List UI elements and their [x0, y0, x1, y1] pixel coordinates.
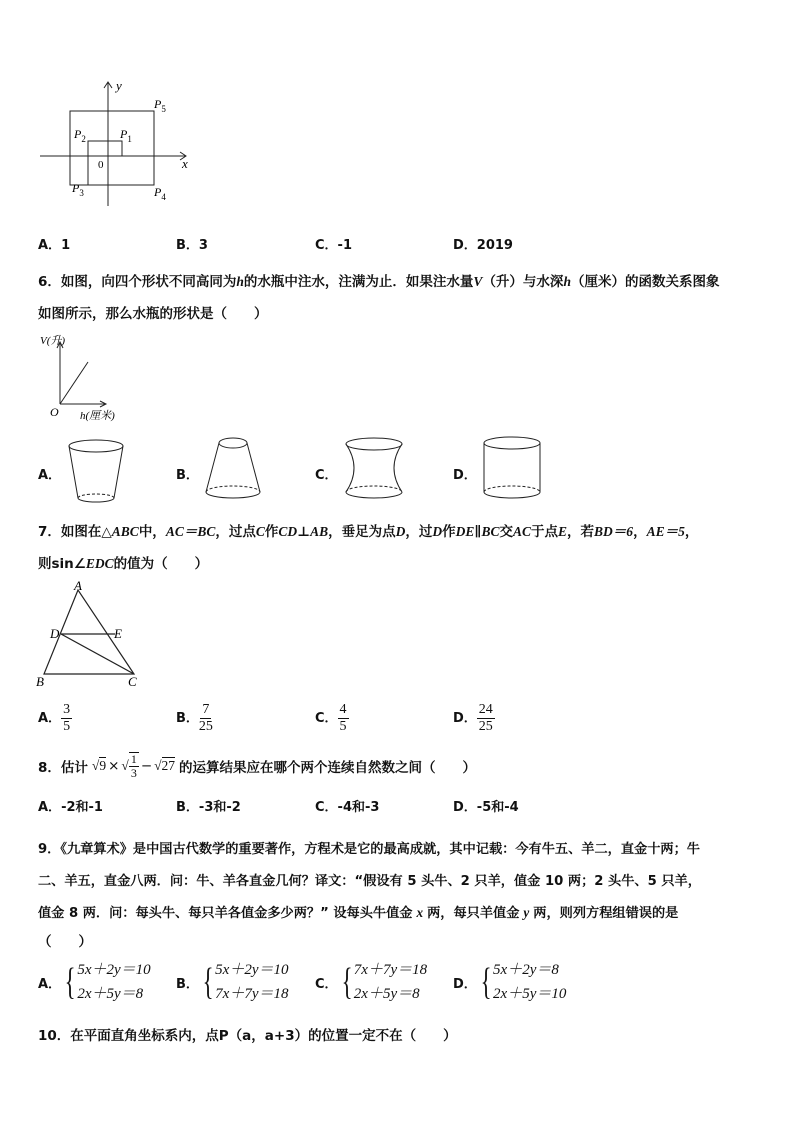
option-text: 3 [198, 238, 208, 253]
equation-system: { 5x＋2y＝10 7x＋7y＝18 [202, 961, 289, 1003]
q5-option-d[interactable] [453, 234, 513, 253]
sqrt-9: √9 [91, 758, 107, 773]
bottle-b-icon [200, 434, 268, 508]
fraction: $\frac{3}{5}$ [63, 702, 71, 734]
vertex-b: B [36, 674, 44, 689]
origin-label: 0 [98, 159, 104, 171]
vertex-a: A [74, 580, 82, 593]
q9-stem-line2: 二、羊五，直金八两．问：牛、羊各直金几何？译文：“假设有 5 头牛、2 只羊，值金 10 两；2 头牛、5 只羊， [38, 874, 701, 889]
q6-option-c[interactable]: C． [315, 468, 338, 483]
option-key: B． [176, 238, 199, 253]
axis-y-label: y [116, 78, 122, 93]
q6-option-d[interactable]: D． [453, 468, 477, 483]
q6-stem-line2: 如图所示，那么水瓶的形状是（ ） [38, 306, 268, 322]
q8-option-b[interactable] [176, 796, 241, 815]
option-key: A． [38, 976, 62, 992]
p2-label: $P_2$ [74, 127, 86, 144]
q7-stem-line1: 7．如图在△ABC中，AC＝BC，过点C作CD⊥AB，垂足为点D，过D作DE∥BC交AC于点E，若BD＝6，AE＝5， [38, 524, 699, 540]
p5-label: $P_5$ [154, 97, 166, 114]
option-key: B． [176, 800, 199, 815]
origin-label: O [50, 405, 59, 419]
option-key: C． [315, 238, 338, 253]
fraction: $\frac{24}{25}$ [478, 702, 493, 734]
q6-option-b[interactable]: B． [176, 468, 199, 483]
q9-stem-line4: （ ） [38, 934, 92, 950]
sqrt-27: √27 [154, 758, 176, 773]
q7-option-c[interactable] [315, 702, 349, 735]
option-text: 1 [61, 238, 71, 253]
q6-option-a[interactable]: A． [38, 468, 62, 483]
q6-volume-graph [36, 330, 146, 424]
q7-option-a[interactable] [38, 702, 72, 735]
q9-option-a[interactable] [38, 958, 151, 1006]
point-e: E [114, 626, 122, 641]
option-key: C． [315, 711, 338, 726]
option-key: D． [453, 238, 477, 253]
option-text: 2019 [476, 238, 513, 253]
q5-option-c[interactable] [315, 234, 352, 253]
q6-stem-line1: 6．如图，向四个形状不同高同为h的水瓶中注水，注满为止．如果注水量V（升）与水深h（厘米）的函数关系图象 [38, 274, 720, 290]
fraction: $\frac{4}{5}$ [339, 702, 347, 734]
q7-option-d[interactable] [453, 702, 495, 735]
option-key: D． [453, 800, 477, 815]
q9-stem-line1: 9．《九章算术》是中国古代数学的重要著作，方程术是它的最高成就，其中记载：今有牛五、羊二，直金十两；牛 [38, 842, 700, 857]
equation-system: { 5x＋2y＝8 2x＋5y＝10 [480, 961, 567, 1003]
q9-stem-line3: 值金 8 两．问：每头牛、每只羊各值金多少两？” 设每头牛值金 x 两，每只羊值金 y 两，则列方程组错误的是 [38, 905, 679, 921]
q9-option-c[interactable] [315, 958, 427, 1006]
q8-option-d[interactable] [453, 796, 519, 815]
p3-label: $P_3$ [72, 181, 84, 198]
option-key: A． [38, 711, 62, 726]
h-axis-label: h(厘米) [80, 410, 115, 422]
q5-option-a[interactable] [38, 234, 70, 253]
bottle-a-icon [64, 436, 128, 508]
equation-system: { 7x＋7y＝18 2x＋5y＝8 [341, 961, 428, 1003]
option-text: -3和-2 [198, 800, 241, 815]
q9-option-b[interactable] [176, 958, 289, 1006]
option-text: -5和-4 [476, 800, 519, 815]
option-key: D． [453, 711, 477, 726]
option-key: C． [315, 976, 338, 992]
option-key: A． [38, 238, 62, 253]
bottle-c-icon [340, 434, 410, 508]
option-key: A． [38, 800, 62, 815]
option-text: -1 [337, 238, 352, 253]
option-key: B． [176, 976, 199, 992]
sqrt-one-third: √ $\frac{1}{3}$ [121, 752, 137, 780]
option-key: C． [315, 800, 338, 815]
q8-stem: 8．估计 √9 × √ $\frac{1}{3}$ − √27 的运算结果应在哪个两个连续自然数之间（ ） [38, 752, 477, 780]
option-text: -4和-3 [337, 800, 380, 815]
option-text: -2和-1 [61, 800, 103, 815]
q10-stem: 10．在平面直角坐标系内，点P（a，a+3）的位置一定不在（ ） [38, 1028, 457, 1044]
fraction: $\frac{7}{25}$ [198, 702, 213, 734]
equation-system: { 5x＋2y＝10 2x＋5y＝8 [64, 961, 151, 1003]
option-key: B． [176, 711, 199, 726]
q7-stem-line2: 则sin∠EDC的值为（ ） [38, 556, 209, 572]
vertex-c: C [128, 674, 137, 689]
v-axis-label: V(升) [40, 335, 66, 347]
point-d: D [50, 626, 60, 641]
q8-option-a[interactable] [38, 796, 103, 815]
p1-label: $P_1$ [120, 127, 132, 144]
q5-coordinate-figure [36, 74, 196, 214]
p4-label: $P_4$ [154, 185, 166, 202]
q7-option-b[interactable] [176, 702, 213, 735]
q8-option-c[interactable] [315, 796, 379, 815]
bottle-d-icon [478, 432, 548, 508]
option-key: D． [453, 976, 477, 992]
q9-option-d[interactable] [453, 958, 566, 1006]
axis-x-label: x [182, 156, 188, 171]
q7-triangle-figure [34, 580, 154, 692]
q5-option-b[interactable] [176, 234, 208, 253]
